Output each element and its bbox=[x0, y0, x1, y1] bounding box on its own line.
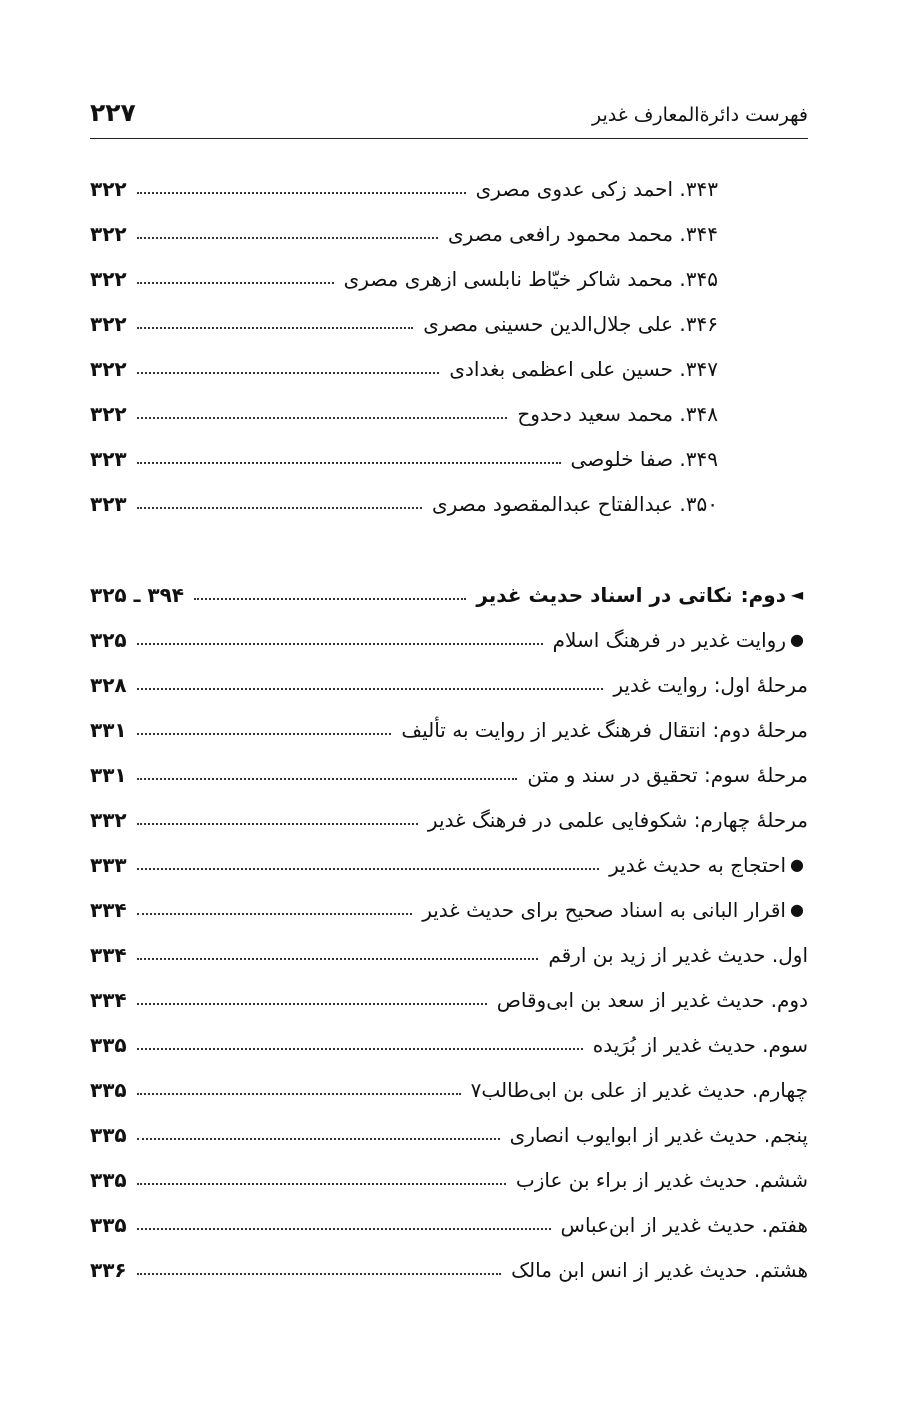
toc-entry-label: سوم. حدیث غدیر از بُرَیده bbox=[592, 1032, 808, 1057]
toc-entry[interactable] bbox=[90, 1067, 808, 1112]
toc-entry-page: ۳۲۸ bbox=[90, 672, 127, 697]
toc-entry-label: اقرار البانی به اسناد صحیح برای حدیث غدیر bbox=[422, 897, 786, 922]
header-title: فهرست دائرةالمعارف غدیر bbox=[591, 104, 808, 126]
toc-entry-page: ۳۲۲ bbox=[90, 356, 127, 381]
toc-entry[interactable] bbox=[90, 1022, 808, 1067]
triangle-marker-icon: ◄ bbox=[790, 585, 804, 604]
toc-entry[interactable] bbox=[90, 797, 808, 842]
toc-entry[interactable] bbox=[90, 391, 808, 436]
toc-entry-label: ۳۴۹. صفا خلوصی bbox=[570, 446, 718, 471]
dot-leader bbox=[137, 688, 604, 690]
bullet-icon: ● bbox=[790, 630, 804, 649]
dot-leader bbox=[137, 1228, 551, 1230]
toc-entry[interactable] bbox=[90, 977, 808, 1022]
toc-entry[interactable] bbox=[90, 301, 808, 346]
toc-entry[interactable] bbox=[90, 707, 808, 752]
toc-entry-page: ۳۳۳ bbox=[90, 852, 127, 877]
toc-entry-label: دوم. حدیث غدیر از سعد بن ابی‌وقاص bbox=[496, 987, 808, 1012]
toc-entry[interactable] bbox=[90, 842, 808, 887]
toc-entry-page: ۳۳۴ bbox=[90, 987, 127, 1012]
running-header bbox=[90, 98, 808, 139]
toc-entry-label: اول. حدیث غدیر از زید بن ارقم bbox=[548, 942, 808, 967]
dot-leader bbox=[137, 1003, 487, 1005]
toc-entry-page: ۳۲۳ bbox=[90, 491, 127, 516]
toc-entry-label: مرحلهٔ چهارم: شکوفایی علمی در فرهنگ غدیر bbox=[427, 807, 808, 832]
toc-entry[interactable] bbox=[90, 617, 808, 662]
toc-entry[interactable] bbox=[90, 211, 808, 256]
toc-entry[interactable] bbox=[90, 256, 808, 301]
toc-entry-page: ۳۲۲ bbox=[90, 311, 127, 336]
toc-entry-label: ۳۴۴. محمد محمود رافعی مصری bbox=[448, 221, 718, 246]
dot-leader bbox=[137, 1183, 506, 1185]
toc-entry[interactable] bbox=[90, 166, 808, 211]
dot-leader bbox=[137, 778, 518, 780]
dot-leader bbox=[137, 237, 438, 239]
toc-entry-page: ۳۳۴ bbox=[90, 942, 127, 967]
toc-entry-page: ۳۳۱ bbox=[90, 762, 127, 787]
toc-entry-label: ۳۴۶. علی جلال‌الدین حسینی مصری bbox=[423, 311, 718, 336]
toc-section-heading[interactable] bbox=[90, 572, 808, 617]
dot-leader bbox=[137, 643, 543, 645]
dot-leader bbox=[137, 958, 539, 960]
toc-entry[interactable] bbox=[90, 1202, 808, 1247]
dot-leader bbox=[137, 1138, 500, 1140]
toc-entry-label: چهارم. حدیث غدیر از علی بن ابی‌طالب۷ bbox=[470, 1077, 808, 1102]
toc-list-second bbox=[90, 572, 808, 1292]
dot-leader bbox=[137, 462, 561, 464]
toc-entry-page: ۳۲۲ bbox=[90, 266, 127, 291]
section-key: دوم: bbox=[740, 582, 786, 607]
toc-entry[interactable] bbox=[90, 1112, 808, 1157]
toc-entry[interactable] bbox=[90, 436, 808, 481]
toc-entry-page: ۳۳۵ bbox=[90, 1077, 127, 1102]
toc-entry-label: احتجاج به حدیث غدیر bbox=[609, 852, 786, 877]
toc-entry-label: پنجم. حدیث غدیر از ابوایوب انصاری bbox=[509, 1122, 808, 1147]
toc-entry-page: ۳۲۲ bbox=[90, 176, 127, 201]
toc-entry-label: هشتم. حدیث غدیر از انس ابن مالک bbox=[511, 1257, 808, 1282]
toc-entry[interactable] bbox=[90, 932, 808, 977]
page-number: ۲۲۷ bbox=[90, 98, 136, 127]
toc-entry-label: ششم. حدیث غدیر از براء بن عازب bbox=[515, 1167, 808, 1192]
dot-leader bbox=[137, 1093, 461, 1095]
dot-leader bbox=[137, 282, 334, 284]
toc-entry-label: ۳۴۸. محمد سعید دحدوح bbox=[517, 401, 718, 426]
dot-leader bbox=[137, 733, 392, 735]
toc-entry-page: ۳۲۵ bbox=[90, 627, 127, 652]
dot-leader bbox=[137, 417, 508, 419]
toc-entry-page: ۳۳۵ bbox=[90, 1167, 127, 1192]
toc-entry-page: ۳۳۱ bbox=[90, 717, 127, 742]
toc-entry-page: ۳۲۲ bbox=[90, 401, 127, 426]
bullet-icon: ● bbox=[790, 855, 804, 874]
toc-entry-label: روایت غدیر در فرهنگ اسلام bbox=[552, 627, 786, 652]
toc-entry-page: ۳۳۵ bbox=[90, 1212, 127, 1237]
toc-list-first bbox=[90, 166, 808, 526]
section-title: نکاتی در اسناد حدیث غدیر bbox=[476, 582, 733, 607]
dot-leader bbox=[137, 1048, 583, 1050]
toc-entry[interactable] bbox=[90, 752, 808, 797]
toc-entry[interactable] bbox=[90, 1247, 808, 1292]
toc-entry-page: ۳۳۵ bbox=[90, 1032, 127, 1057]
toc-entry-label: مرحلهٔ اول: روایت غدیر bbox=[613, 672, 808, 697]
dot-leader bbox=[137, 1273, 502, 1275]
dot-leader bbox=[137, 507, 422, 509]
dot-leader bbox=[194, 598, 466, 600]
toc-entry[interactable] bbox=[90, 481, 808, 526]
section-page-range: ۳۹۴ ـ ۳۲۵ bbox=[90, 582, 185, 607]
toc-entry-page: ۳۳۴ bbox=[90, 897, 127, 922]
toc-entry-label: ۳۴۷. حسین علی اعظمی بغدادی bbox=[449, 356, 718, 381]
toc-entry-label: مرحلهٔ دوم: انتقال فرهنگ غدیر از روایت به تألیف bbox=[401, 717, 808, 742]
toc-entry[interactable] bbox=[90, 887, 808, 932]
toc-entry-label: ۳۴۳. احمد زکی عدوی مصری bbox=[475, 176, 718, 201]
dot-leader bbox=[137, 327, 414, 329]
toc-entry-label: هفتم. حدیث غدیر از ابن‌عباس bbox=[560, 1212, 808, 1237]
toc-entry-page: ۳۳۵ bbox=[90, 1122, 127, 1147]
toc-entry-label: ۳۵۰. عبدالفتاح عبدالمقصود مصری bbox=[431, 491, 718, 516]
toc-entry[interactable] bbox=[90, 346, 808, 391]
toc-entry-page: ۳۲۲ bbox=[90, 221, 127, 246]
toc-entry-page: ۳۲۳ bbox=[90, 446, 127, 471]
toc-entry[interactable] bbox=[90, 1157, 808, 1202]
dot-leader bbox=[137, 913, 413, 915]
dot-leader bbox=[137, 372, 440, 374]
toc-entry-page: ۳۳۲ bbox=[90, 807, 127, 832]
toc-entry[interactable] bbox=[90, 662, 808, 707]
toc-entry-label: ۳۴۵. محمد شاکر خیّاط نابلسی ازهری مصری bbox=[343, 266, 718, 291]
dot-leader bbox=[137, 868, 600, 870]
bullet-icon: ● bbox=[790, 900, 804, 919]
dot-leader bbox=[137, 192, 466, 194]
toc-entry-label: مرحلهٔ سوم: تحقیق در سند و متن bbox=[527, 762, 808, 787]
dot-leader bbox=[137, 823, 418, 825]
toc-entry-page: ۳۳۶ bbox=[90, 1257, 127, 1282]
